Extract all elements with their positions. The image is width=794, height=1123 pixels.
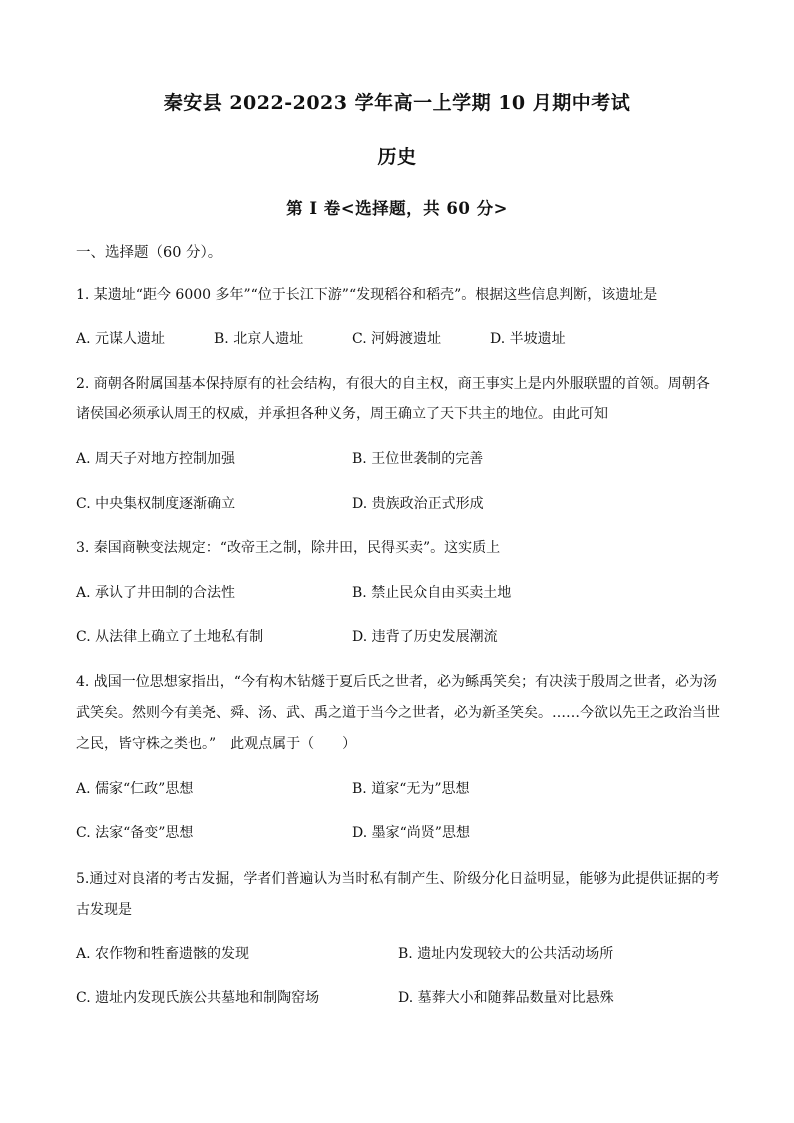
question-1-option-c: C. 河姆渡遗址 [352, 331, 442, 347]
question-1-option-d: D. 半坡遗址 [490, 331, 566, 347]
question-4-option-b: B. 道家“无为”思想 [352, 781, 470, 797]
question-2-option-a: A. 周天子对地方控制加强 [76, 451, 236, 467]
question-5-stem-line-2: 古发现是 [76, 902, 132, 918]
question-5-option-c: C. 遗址内发现氏族公共墓地和制陶窑场 [76, 990, 320, 1006]
question-1-option-a: A. 元谋人遗址 [76, 331, 166, 347]
question-3-option-c: C. 从法律上确立了土地私有制 [76, 629, 264, 645]
question-5-stem-line-1: 5.通过对良渚的考古发掘，学者们普遍认为当时私有制产生、阶级分化日益明显，能够为此提供证据的考 [76, 871, 720, 887]
question-5-option-a: A. 农作物和牲畜遗骸的发现 [76, 946, 250, 962]
question-2-option-b: B. 王位世袭制的完善 [352, 451, 484, 467]
question-3-option-d: D. 违背了历史发展潮流 [352, 629, 498, 645]
question-1-option-b: B. 北京人遗址 [214, 331, 304, 347]
question-4-stem-line-2: 武笑矣。然则今有美尧、舜、汤、武、禹之道于当今之世者，必为新圣笑矣。……今欲以先王之政治当世 [76, 705, 720, 721]
question-5-option-b: B. 遗址内发现较大的公共活动场所 [398, 946, 614, 962]
question-4-stem-line-1: 4. 战国一位思想家指出，“今有构木钻燧于夏后氏之世者，必为鲧禹笑矣；有决渎于殷周之世者，必为汤 [76, 674, 717, 690]
exam-title: 秦安县 2022-2023 学年高一上学期 10 月期中考试 [163, 92, 631, 114]
question-3-stem: 3. 秦国商鞅变法规定：“改帝王之制，除井田，民得买卖”。这实质上 [76, 540, 501, 556]
section-heading: 一、选择题（60 分）。 [76, 245, 223, 261]
question-2-stem-line-2: 诸侯国必须承认周王的权威，并承担各种义务，周王确立了天下共主的地位。由此可知 [76, 406, 608, 422]
question-4-option-c: C. 法家“备变”思想 [76, 825, 194, 841]
question-4-option-d: D. 墨家“尚贤”思想 [352, 825, 470, 841]
question-4-stem-line-3: 之民，皆守株之类也。” 此观点属于（ ） [76, 736, 357, 752]
question-5-option-d: D. 墓葬大小和随葬品数量对比悬殊 [398, 990, 614, 1006]
question-3-option-a: A. 承认了井田制的合法性 [76, 585, 236, 601]
subject-title: 历史 [377, 146, 417, 168]
question-2-stem-line-1: 2. 商朝各附属国基本保持原有的社会结构，有很大的自主权，商王事实上是内外服联盟的首领。周朝各 [76, 376, 710, 392]
question-3-option-b: B. 禁止民众自由买卖土地 [352, 585, 512, 601]
question-1-stem: 1. 某遗址“距今 6000 多年”“位于长江下游”“发现稻谷和稻壳”。根据这些信息判断，该遗址是 [76, 287, 658, 303]
question-2-option-c: C. 中央集权制度逐渐确立 [76, 496, 236, 512]
question-2-option-d: D. 贵族政治正式形成 [352, 496, 484, 512]
question-4-option-a: A. 儒家“仁政”思想 [76, 781, 194, 797]
part-title: 第 I 卷<选择题，共 60 分> [286, 199, 508, 218]
